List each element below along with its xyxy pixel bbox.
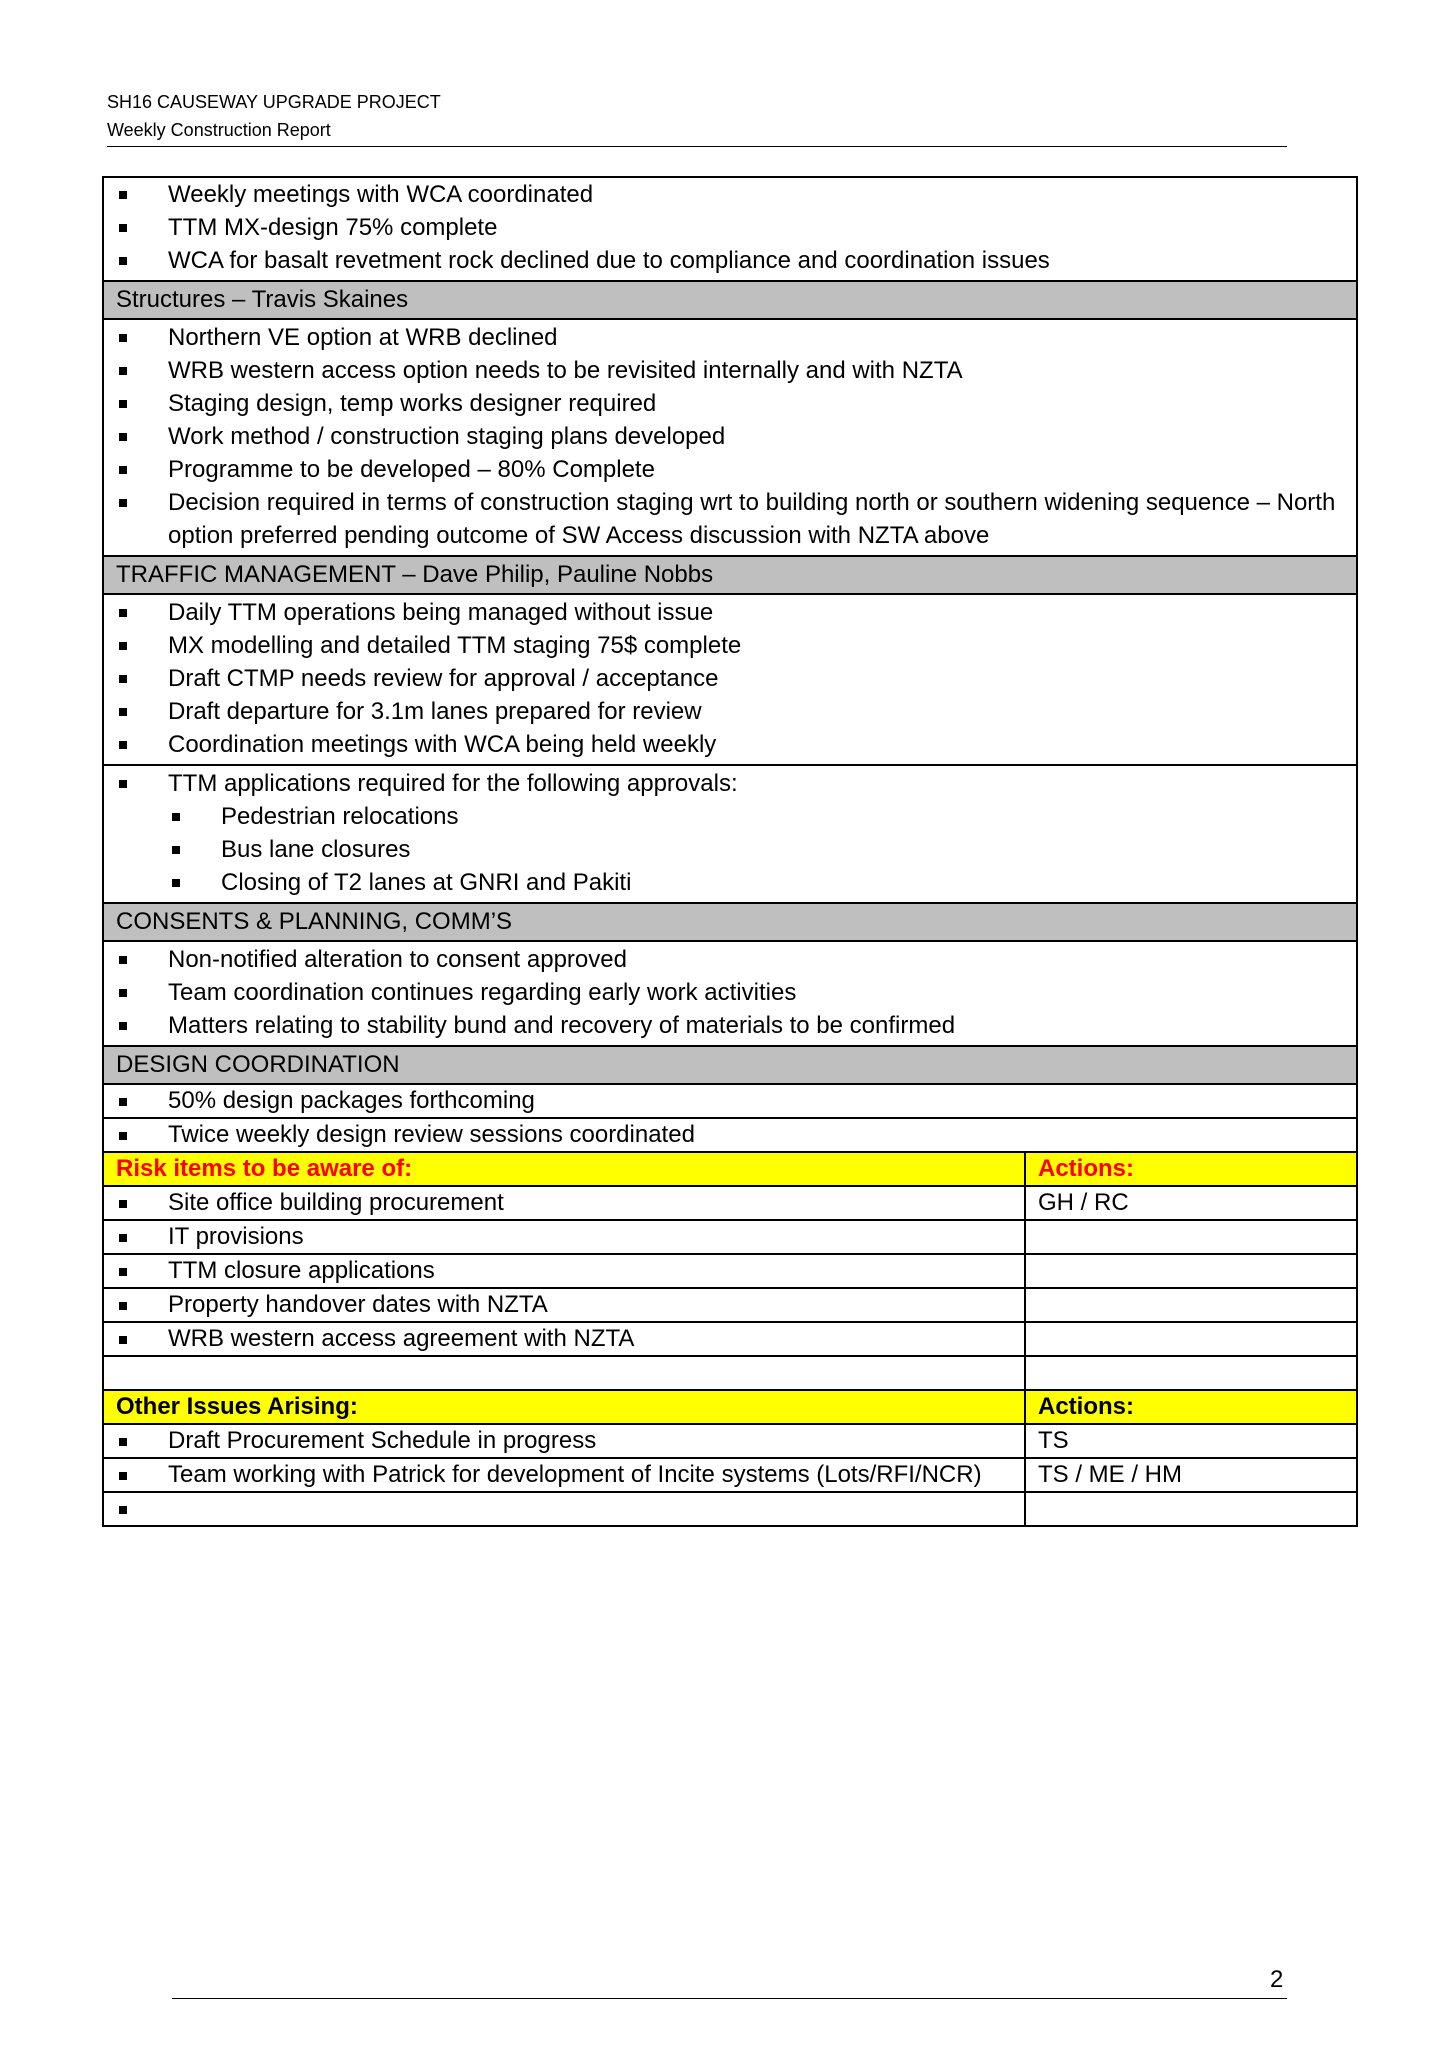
- sub-list-item: Closing of T2 lanes at GNRI and Pakiti: [104, 866, 1356, 899]
- footer-divider: [172, 1998, 1287, 1999]
- risk-item: WRB western access agreement with NZTA: [104, 1323, 1024, 1355]
- other-action: TS: [1038, 1427, 1069, 1454]
- other-header-label: Other Issues Arising:: [104, 1391, 1026, 1423]
- risk-item: IT provisions: [104, 1221, 1024, 1253]
- page-number: 2: [1270, 1966, 1284, 1993]
- list-item: Draft departure for 3.1m lanes prepared for review: [104, 695, 1356, 728]
- consents-bullets: [104, 942, 1356, 1045]
- risk-actions-label: Actions:: [1038, 1155, 1134, 1182]
- table-row: [104, 1457, 1356, 1491]
- risk-action: [1026, 1255, 1356, 1287]
- other-header-row: [104, 1389, 1356, 1423]
- list-item: WRB western access option needs to be revisited internally and with NZTA: [104, 354, 1356, 387]
- list-item: Twice weekly design review sessions coordinated: [104, 1117, 1356, 1151]
- risk-item: TTM closure applications: [104, 1255, 1024, 1287]
- report-title: Weekly Construction Report: [107, 120, 331, 140]
- risk-action: [1026, 1323, 1356, 1355]
- risk-header-label: Risk items to be aware of:: [104, 1153, 1026, 1185]
- list-item: 50% design packages forthcoming: [104, 1085, 1356, 1117]
- list-item: Work method / construction staging plans developed: [104, 420, 1356, 453]
- list-item: Staging design, temp works designer required: [104, 387, 1356, 420]
- sub-list-item: Pedestrian relocations: [104, 800, 1356, 833]
- section-header-structures: Structures – Travis Skaines: [104, 280, 1356, 320]
- list-item: Matters relating to stability bund and recovery of materials to be confirmed: [104, 1009, 1356, 1042]
- traffic-approvals: [104, 764, 1356, 902]
- other-item: Draft Procurement Schedule in progress: [104, 1425, 1024, 1457]
- table-row: [104, 1219, 1356, 1253]
- list-item: TTM applications required for the following approvals:: [104, 767, 1356, 800]
- list-item: Daily TTM operations being managed without issue: [104, 596, 1356, 629]
- section-header-traffic: TRAFFIC MANAGEMENT – Dave Philip, Pauline Nobbs: [104, 555, 1356, 595]
- risk-item: Site office building procurement: [104, 1187, 1024, 1219]
- traffic-bullets: [104, 595, 1356, 764]
- list-item: Coordination meetings with WCA being held weekly: [104, 728, 1356, 761]
- table-row: [104, 1185, 1356, 1219]
- list-item: WCA for basalt revetment rock declined due to compliance and coordination issues: [104, 244, 1356, 277]
- page-header: [107, 88, 1287, 147]
- table-row: [104, 1321, 1356, 1355]
- list-item: Northern VE option at WRB declined: [104, 321, 1356, 354]
- intro-bullets: [104, 178, 1356, 280]
- risk-header-row: [104, 1151, 1356, 1185]
- table-row: [104, 1287, 1356, 1321]
- risk-action: [1026, 1221, 1356, 1253]
- list-item: Decision required in terms of construction staging wrt to building north or southern widening sequence – North option preferred pending outcome of SW Access discussion with NZTA above: [104, 486, 1356, 552]
- list-item: Team coordination continues regarding early work activities: [104, 976, 1356, 1009]
- table-row: [104, 1491, 1356, 1525]
- empty-row: [104, 1355, 1356, 1389]
- table-row: [104, 1253, 1356, 1287]
- risk-item: Property handover dates with NZTA: [104, 1289, 1024, 1321]
- list-item: TTM MX-design 75% complete: [104, 211, 1356, 244]
- risk-action: GH / RC: [1038, 1189, 1129, 1216]
- other-action: TS / ME / HM: [1038, 1461, 1182, 1488]
- list-item: Draft CTMP needs review for approval / acceptance: [104, 662, 1356, 695]
- list-item: MX modelling and detailed TTM staging 75$ complete: [104, 629, 1356, 662]
- list-item: Non-notified alteration to consent approved: [104, 943, 1356, 976]
- report-table: [102, 176, 1358, 1527]
- section-header-design: DESIGN COORDINATION: [104, 1045, 1356, 1085]
- section-header-consents: CONSENTS & PLANNING, COMM’S: [104, 902, 1356, 942]
- structures-bullets: [104, 320, 1356, 555]
- risk-action: [1026, 1289, 1356, 1321]
- project-title: SH16 CAUSEWAY UPGRADE PROJECT: [107, 92, 441, 112]
- design-bullets: [104, 1085, 1356, 1151]
- sub-list-item: Bus lane closures: [104, 833, 1356, 866]
- other-action: [1026, 1493, 1356, 1525]
- other-item: Team working with Patrick for development of Incite systems (Lots/RFI/NCR): [104, 1459, 1024, 1491]
- other-actions-label: Actions:: [1038, 1393, 1134, 1420]
- list-item: Programme to be developed – 80% Complete: [104, 453, 1356, 486]
- list-item: Weekly meetings with WCA coordinated: [104, 178, 1356, 211]
- table-row: [104, 1423, 1356, 1457]
